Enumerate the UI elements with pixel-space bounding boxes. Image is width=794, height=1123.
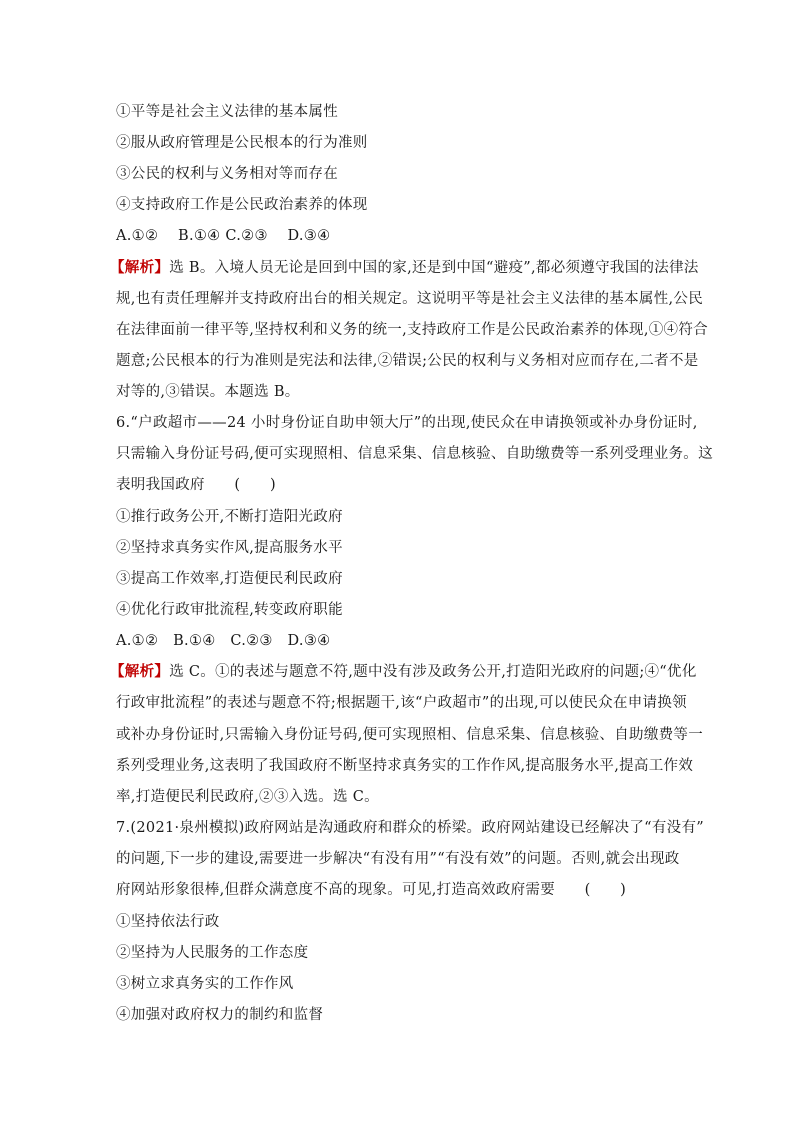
q5-option-3: ③公民的权利与义务相对等而存在 (116, 166, 338, 182)
q5-choices: A.①② B.①④ C.②③ D.③④ (116, 228, 331, 244)
q6-analysis-line-5: 率,打造便民利民政府,②③入选。选 C。 (116, 789, 379, 805)
q6-choices: A.①② B.①④ C.②③ D.③④ (116, 633, 331, 649)
q6-option-3: ③提高工作效率,打造便民利民政府 (116, 571, 343, 587)
q6-analysis-line-4: 系列受理业务,这表明了我国政府不断坚持求真务实的工作作风,提高服务水平,提高工作效 (116, 758, 694, 774)
q5-option-1: ①平等是社会主义法律的基本属性 (116, 104, 338, 120)
q5-analysis-line-2: 规,也有责任理解并支持政府出台的相关规定。这说明平等是社会主义法律的基本属性,公民 (116, 291, 704, 307)
q7-stem-line-2: 的问题,下一步的建设,需要进一步解决“有没有用”“有没有效”的问题。否则,就会出现政 (116, 851, 680, 867)
q5-analysis-line-3: 在法律面前一律平等,坚持权利和义务的统一,支持政府工作是公民政治素养的体现,①④符合 (116, 322, 708, 338)
q6-stem-line-3: 表明我国政府 ( ) (116, 477, 276, 493)
q6-analysis-line-3: 或补办身份证时,只需输入身份证号码,便可实现照相、信息采集、信息核验、自助缴费等一 (116, 727, 704, 743)
q6-stem-line-2: 只需输入身份证号码,便可实现照相、信息采集、信息核验、自助缴费等一系列受理业务。这 (116, 446, 713, 462)
q6-stem-line-1: 6.“户政超市——24 小时身份证自助申领大厅”的出现,使民众在申请换领或补办身份证时, (116, 415, 698, 431)
q6-option-1: ①推行政务公开,不断打造阳光政府 (116, 509, 343, 525)
q7-option-4: ④加强对政府权力的制约和监督 (116, 1007, 324, 1023)
q5-analysis-line-4: 题意;公民根本的行为准则是宪法和法律,②错误;公民的权利与义务相对应而存在,二者不是 (116, 353, 699, 369)
q5-option-4: ④支持政府工作是公民政治素养的体现 (116, 197, 368, 213)
q6-option-4: ④优化行政审批流程,转变政府职能 (116, 602, 343, 618)
q6-analysis-line-2: 行政审批流程”的表述与题意不符;根据题干,该“户政超市”的出现,可以使民众在申请换领 (116, 695, 687, 711)
analysis-tag: 【解析】 (110, 259, 170, 276)
analysis-tag: 【解析】 (110, 663, 170, 680)
q5-analysis-line-5: 对等的,③错误。本题选 B。 (116, 384, 300, 400)
q7-option-3: ③树立求真务实的工作作风 (116, 976, 294, 992)
q7-option-1: ①坚持依法行政 (116, 914, 220, 930)
q7-stem-line-1: 7.(2021·泉州模拟)政府网站是沟通政府和群众的桥梁。政府网站建设已经解决了“有没有” (116, 820, 704, 836)
q6-option-2: ②坚持求真务实作风,提高服务水平 (116, 540, 343, 556)
q7-option-2: ②坚持为人民服务的工作态度 (116, 945, 309, 961)
q5-analysis-line-1: 【解析】选 B。入境人员无论是回到中国的家,还是到中国“避疫”,都必须遵守我国的法律法 (110, 259, 699, 276)
q6-analysis-line-1: 【解析】选 C。①的表述与题意不符,题中没有涉及政务公开,打造阳光政府的问题;④“优化 (110, 663, 697, 680)
q5-option-2: ②服从政府管理是公民根本的行为准则 (116, 135, 368, 151)
q7-stem-line-3: 府网站形象很棒,但群众满意度不高的现象。可见,打造高效政府需要 ( ) (116, 882, 627, 898)
